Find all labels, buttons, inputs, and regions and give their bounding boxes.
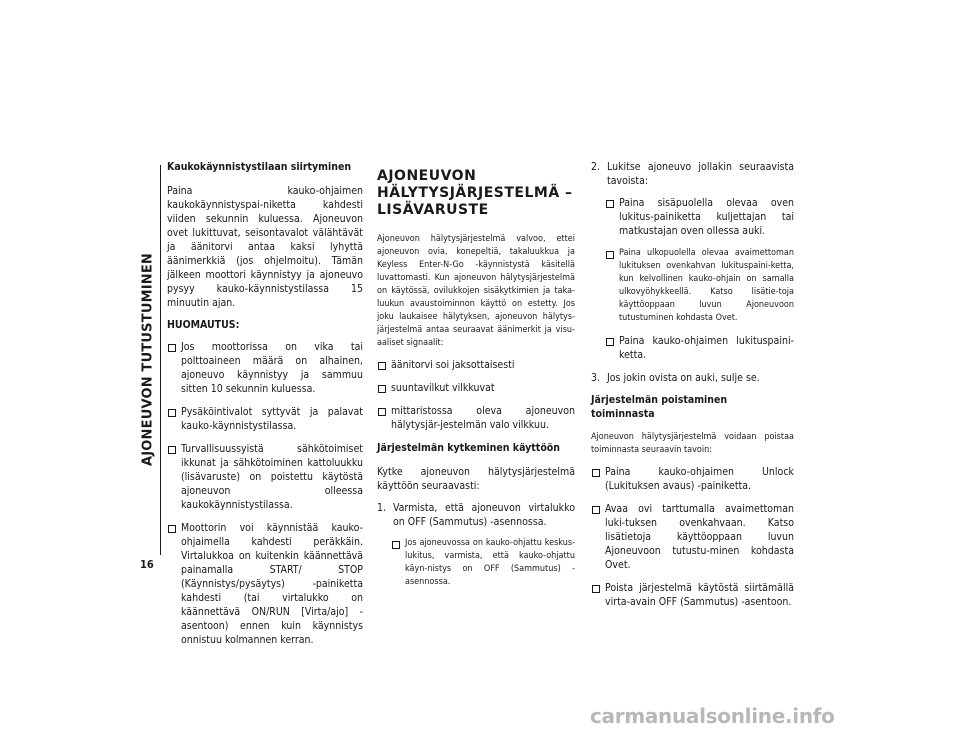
list-item: Jos ajoneuvossa on kauko-ohjattu keskus-lukitus, varmista, että kauko-ohjattu käyn-nistys on OFF (Sammutus) -asennossa.	[391, 537, 575, 589]
step-number: 1.	[377, 502, 387, 514]
remote-start-intro: Paina kauko-ohjaimen kaukokäynnistyspai-niketta kahdesti viiden sekunnin kuluessa. Ajoneuvon ovet lukittuvat, seisontavalot välähtävät ja äänitorvi antaa kaksi lyhyttä äänimerkkiä (jos ohjelmoitu). Tämän jälkeen moottori käynnistyy ja ajoneuvo pysyy kauko-käynnistystilassa 15 minuutin ajan.	[167, 185, 363, 309]
watermark: carmanualsonline.info	[590, 704, 835, 728]
list-item: Turvallisuussyistä sähkötoimiset ikkunat ja sähkötoiminen kattoluukku (lisävaruste) on poistettu käytöstä ajoneuvon olleessa kaukokäynnistystilassa.	[167, 442, 363, 512]
column-3	[591, 160, 794, 618]
note-label: HUOMAUTUS:	[167, 319, 240, 331]
step-3	[591, 371, 794, 385]
list-item: Paina kauko-ohjaimen Unlock (Lukituksen avaus) -painiketta.	[591, 465, 794, 493]
list-item: Paina kauko-ohjaimen lukituspaini-ketta.	[605, 334, 794, 362]
step-number: 3.	[591, 372, 601, 384]
arming-intro: Kytke ajoneuvon hälytysjärjestelmä käyttöön seuraavasti:	[377, 466, 575, 492]
step-1	[377, 501, 575, 529]
step-2	[591, 160, 794, 188]
list-item: mittaristossa oleva ajoneuvon hälytysjär-jestelmän valo vilkkuu.	[377, 404, 575, 432]
disarm-heading: Järjestelmän poistaminen toiminnasta	[591, 394, 728, 420]
list-item: Poista järjestelmä käytöstä siirtämällä virta-avain OFF (Sammutus) -asentoon.	[591, 581, 794, 609]
side-section-title: AJONEUVON TUTUSTUMINEN	[140, 253, 156, 467]
list-item: Moottorin voi käynnistää kauko-ohjaimella kahdesti peräkkäin. Virtalukkoa on kuitenkin käännettävä painamalla START/ STOP (Käynnistys/pysäytys) -painiketta kahdesti (tai virtalukko on käännettävä ON/RUN [Virta/ajo] -asentoon) ennen kuin käynnistys onnistuu kolmannen kerran.	[167, 521, 363, 647]
step-text: Lukitse ajoneuvo jollakin seuraavista tavoista:	[607, 161, 794, 187]
list-item: Pysäköintivalot syttyvät ja palavat kauko-käynnistystilassa.	[167, 405, 363, 433]
column-2	[377, 160, 575, 598]
remote-start-heading: Kaukokäynnistystilaan siirtyminen	[167, 161, 352, 173]
side-section-tab	[140, 165, 156, 555]
list-item: Paina sisäpuolella olevaa oven lukitus-painiketta kuljettajan tai matkustajan oven ollessa auki.	[605, 196, 794, 238]
side-divider	[160, 165, 161, 555]
alarm-intro: Ajoneuvon hälytysjärjestelmä valvoo, ettei ajoneuvon ovia, konepeltiä, takaluukkua ja Keyless Enter-N-Go -käynnistystä käsitellä luvattomasti. Kun ajoneuvon hälytysjärjestelmä on käytössä, ovilukkojen sisäkytkimien ja taka-luukun avaustoiminnon käyttö on estetty. Jos joku laukaisee hälytyksen, ajoneuvon hälytys-järjestelmä antaa seuraavat äänimerkit ja visu-aaliset signaalit:	[377, 234, 575, 348]
list-item: suuntavilkut vilkkuvat	[377, 381, 575, 395]
list-item: Jos moottorissa on vika tai polttoaineen määrä on alhainen, ajoneuvo käynnistyy ja sammuu sitten 10 sekunnin kuluessa.	[167, 340, 363, 396]
step-number: 2.	[591, 161, 601, 173]
column-1	[167, 160, 363, 656]
page-number: 16	[140, 558, 154, 571]
list-item: Paina ulkopuolella olevaa avaimettoman lukituksen ovenkahvan lukituspaini-ketta, kun kelvollinen kauko-ohjain on samalla ulkovyöhykkeellä. Katso lisätie-toja käyttöoppaan luvun Ajoneuvoon tutustuminen kohdasta Ovet.	[605, 247, 794, 325]
list-item: äänitorvi soi jaksottaisesti	[377, 358, 575, 372]
step-text: Varmista, että ajoneuvon virtalukko on OFF (Sammutus) -asennossa.	[393, 502, 575, 528]
list-item: Avaa ovi tarttumalla avaimettoman luki-tuksen ovenkahvaan. Katso lisätietoja käyttöoppaan luvun Ajoneuvoon tutustu-minen kohdasta Ovet.	[591, 502, 794, 572]
step-text: Jos jokin ovista on auki, sulje se.	[607, 372, 760, 384]
arming-heading: Järjestelmän kytkeminen käyttöön	[377, 442, 561, 454]
alarm-section-title: AJONEUVON HÄLYTYSJÄRJESTELMÄ – LISÄVARUSTE	[377, 168, 573, 218]
disarm-intro: Ajoneuvon hälytysjärjestelmä voidaan poistaa toiminnasta seuraavin tavoin:	[591, 432, 794, 455]
